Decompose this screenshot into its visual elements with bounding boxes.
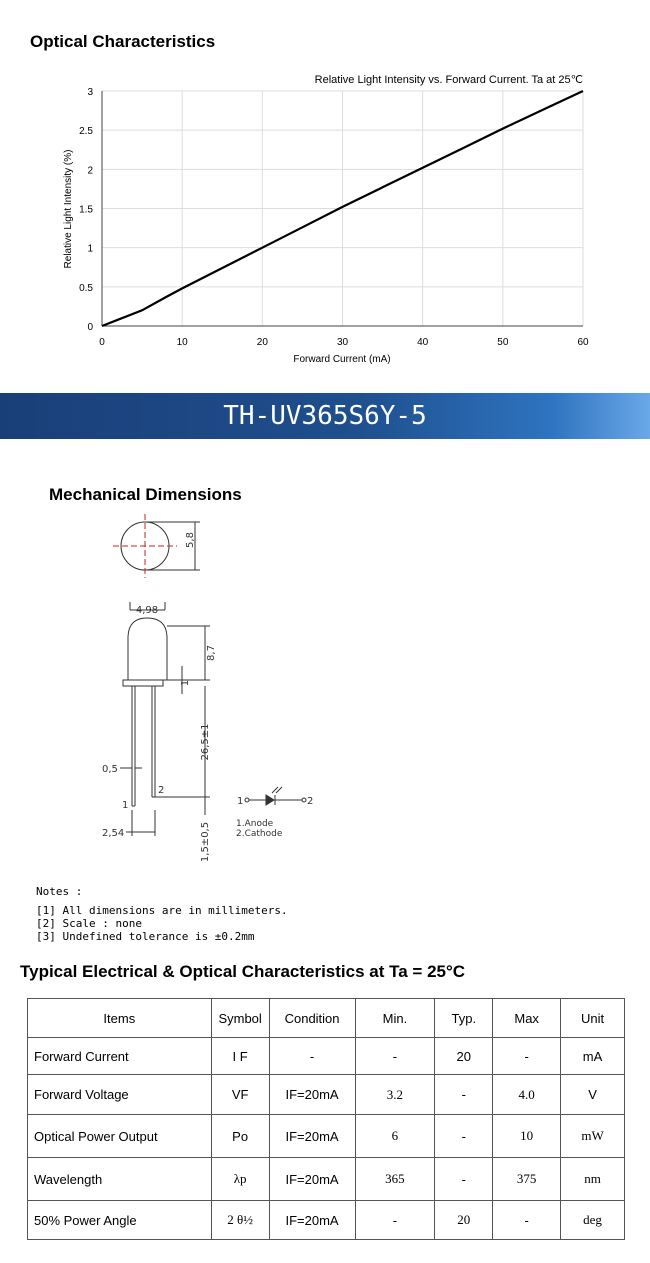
notes	[36, 885, 288, 943]
cell-typ: -	[435, 1115, 493, 1158]
cell-item: 50% Power Angle	[28, 1201, 212, 1240]
cell-min: -	[355, 1038, 435, 1075]
y-tick-label: 1.5	[79, 204, 93, 216]
dim-flange: 1	[180, 679, 191, 687]
mechanical-drawing	[90, 510, 330, 870]
cell-condition: IF=20mA	[269, 1115, 355, 1158]
cell-max: -	[493, 1201, 561, 1240]
header-max: Max	[493, 999, 561, 1038]
note-item: [3] Undefined tolerance is ±0.2mm	[36, 930, 255, 943]
chart-y-axis-label: Relative Light Intensity (%)	[63, 149, 74, 269]
cell-condition: IF=20mA	[269, 1158, 355, 1201]
header-condition: Condition	[269, 999, 355, 1038]
mechanical-section-title: Mechanical Dimensions	[49, 485, 242, 504]
pin-1-label: 1	[122, 800, 129, 811]
x-tick-label: 50	[497, 337, 509, 348]
chart-x-axis-label: Forward Current (mA)	[293, 354, 391, 365]
dim-lead-width: 0,5	[102, 764, 118, 775]
symbol-cathode: 2.Cathode	[236, 829, 283, 839]
dim-pitch: 2,54	[102, 828, 125, 839]
cell-condition: IF=20mA	[269, 1201, 355, 1240]
cell-symbol: VF	[211, 1075, 269, 1115]
dim-lead-offset: 1,5±0,5	[200, 821, 211, 863]
symbol-anode: 1.Anode	[236, 819, 274, 829]
intensity-chart	[0, 60, 650, 380]
cell-item: Forward Voltage	[28, 1075, 212, 1115]
x-tick-label: 60	[577, 337, 589, 348]
product-banner	[0, 393, 650, 439]
table-row	[28, 1201, 625, 1240]
diode-symbol	[236, 787, 313, 839]
cell-min: 365	[355, 1158, 435, 1201]
pin-2-label: 2	[158, 785, 165, 796]
dim-body-width: 4,98	[135, 605, 159, 616]
x-tick-label: 40	[417, 337, 429, 348]
x-tick-label: 10	[176, 337, 188, 348]
y-tick-label: 2	[87, 165, 93, 177]
cell-item: Wavelength	[28, 1158, 212, 1201]
cell-symbol: I F	[211, 1038, 269, 1075]
electrical-section-title: Typical Electrical & Optical Characteristics at Ta = 25°C	[20, 962, 466, 981]
cell-min: -	[355, 1201, 435, 1240]
cell-unit: mA	[561, 1038, 625, 1075]
spec-table	[27, 998, 625, 1240]
table-row	[28, 1038, 625, 1075]
optical-section-title: Optical Characteristics	[30, 32, 216, 51]
chart-grid	[102, 91, 583, 326]
y-tick-label: 1	[87, 243, 93, 255]
cell-typ: -	[435, 1075, 493, 1115]
cell-unit: deg	[561, 1201, 625, 1240]
y-tick-label: 0.5	[79, 282, 93, 294]
symbol-pin-2: 2	[307, 796, 314, 807]
x-tick-label: 30	[336, 337, 349, 348]
table-row	[28, 1158, 625, 1201]
cell-typ: 20	[435, 1201, 493, 1240]
dim-top-diameter: 5,8	[185, 532, 196, 548]
side-view	[102, 602, 217, 862]
y-tick-label: 2.5	[79, 126, 93, 138]
table-row	[28, 1075, 625, 1115]
symbol-pin-1: 1	[237, 796, 244, 807]
cell-symbol: λp	[211, 1158, 269, 1201]
dim-body-height: 8,7	[206, 645, 217, 661]
notes-heading: Notes :	[36, 885, 83, 898]
cell-symbol: 2 θ½	[211, 1201, 269, 1240]
chart-title: Relative Light Intensity vs. Forward Current. Ta at 25℃	[314, 74, 583, 86]
table-row	[28, 1115, 625, 1158]
x-tick-label: 0	[99, 337, 105, 348]
table-header-row	[28, 999, 625, 1038]
header-min: Min.	[355, 999, 435, 1038]
cell-min: 6	[355, 1115, 435, 1158]
note-item: [2] Scale : none	[36, 917, 142, 930]
cell-max: 375	[493, 1158, 561, 1201]
cell-condition: -	[269, 1038, 355, 1075]
y-tick-label: 0	[87, 322, 93, 333]
cell-condition: IF=20mA	[269, 1075, 355, 1115]
chart-ticks	[79, 87, 589, 348]
cell-item: Forward Current	[28, 1038, 212, 1075]
header-unit: Unit	[561, 999, 625, 1038]
cell-unit: nm	[561, 1158, 625, 1201]
note-item: [1] All dimensions are in millimeters.	[36, 904, 288, 917]
cell-typ: 20	[435, 1038, 493, 1075]
top-view	[113, 514, 200, 578]
header-items: Items	[28, 999, 212, 1038]
cell-symbol: Po	[211, 1115, 269, 1158]
cell-typ: -	[435, 1158, 493, 1201]
dim-lead-length: 26,5±1	[200, 723, 211, 761]
cell-max: -	[493, 1038, 561, 1075]
cell-max: 10	[493, 1115, 561, 1158]
y-tick-label: 3	[87, 87, 93, 98]
product-model: TH-UV365S6Y-5	[223, 401, 427, 431]
header-symbol: Symbol	[211, 999, 269, 1038]
cell-min: 3.2	[355, 1075, 435, 1115]
cell-unit: mW	[561, 1115, 625, 1158]
cell-max: 4.0	[493, 1075, 561, 1115]
x-tick-label: 20	[256, 337, 268, 348]
cell-item: Optical Power Output	[28, 1115, 212, 1158]
header-typ: Typ.	[435, 999, 493, 1038]
cell-unit: V	[561, 1075, 625, 1115]
